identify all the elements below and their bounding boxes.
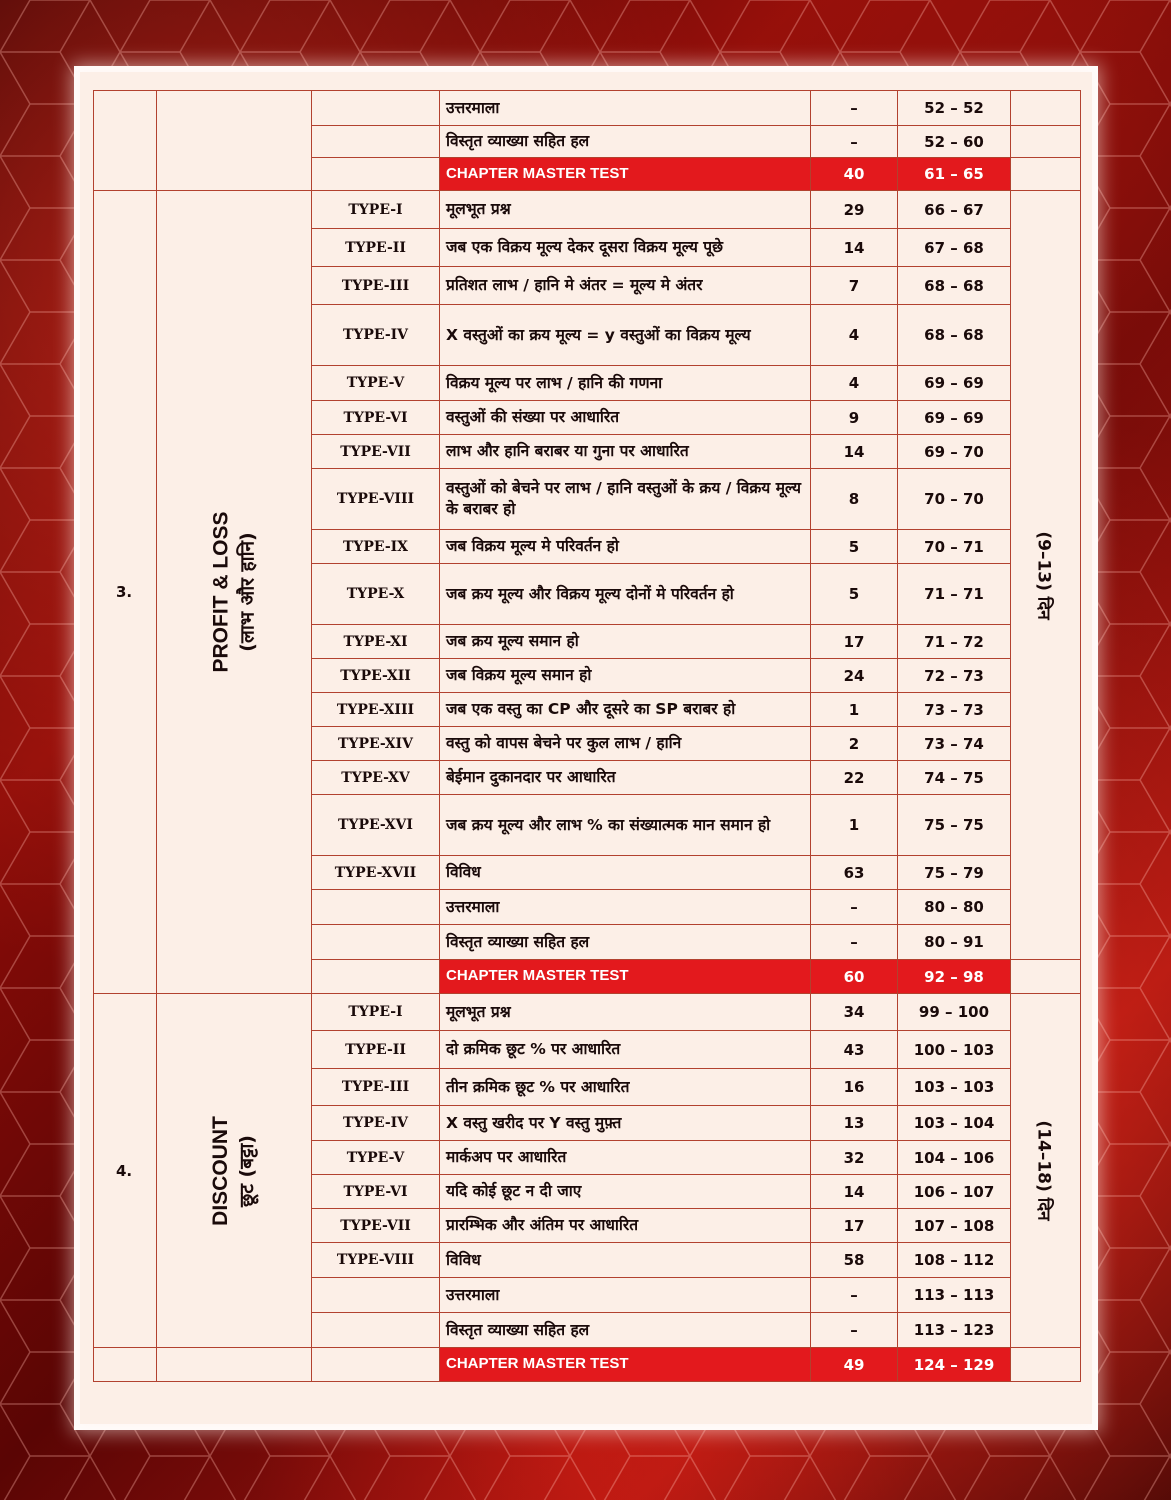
question-count-cell: 8 [811,469,898,530]
page-range-cell: 73 – 73 [898,693,1011,727]
serial-number: 3. [94,191,157,994]
page-range-cell: 100 – 103 [898,1031,1011,1069]
type-cell: TYPE-IX [312,530,440,564]
serial-cell [94,91,157,191]
description-cell: प्रारम्भिक और अंतिम पर आधारित [440,1209,811,1243]
serial-number: 4. [94,994,157,1348]
page-range-cell: 69 – 69 [898,366,1011,401]
type-cell: TYPE-III [312,1069,440,1106]
description-cell: वस्तुओं को बेचने पर लाभ / हानि वस्तुओं के क्रय / विक्रय मूल्य के बराबर हो [440,469,811,530]
description-cell: जब विक्रय मूल्य मे परिवर्तन हो [440,530,811,564]
question-count-cell: 40 [811,158,898,191]
description-cell: उत्तरमाला [440,890,811,925]
chapter-name-cell [157,1348,312,1382]
page-range-cell: 73 – 74 [898,727,1011,761]
question-count-cell: – [811,1278,898,1313]
description-cell: लाभ और हानि बराबर या गुना पर आधारित [440,435,811,469]
table-row [94,191,1081,229]
description-cell: जब विक्रय मूल्य समान हो [440,659,811,693]
serial-cell [94,1348,157,1382]
page-range-cell: 75 – 75 [898,795,1011,856]
type-cell: TYPE-VI [312,1175,440,1209]
type-cell: TYPE-VIII [312,1243,440,1278]
question-count-cell: 29 [811,191,898,229]
question-count-cell: 9 [811,401,898,435]
description-cell: यदि कोई छूट न दी जाए [440,1175,811,1209]
type-cell: TYPE-I [312,191,440,229]
question-count-cell: – [811,925,898,960]
page-range-cell: 61 – 65 [898,158,1011,191]
page-range-cell: 92 – 98 [898,960,1011,994]
description-cell: X वस्तु खरीद पर Y वस्तु मुफ़्त [440,1106,811,1141]
days-cell [1011,191,1081,960]
page-range-cell: 72 – 73 [898,659,1011,693]
description-cell: मार्कअप पर आधारित [440,1141,811,1175]
type-cell: TYPE-XVII [312,856,440,890]
days-wrap [1011,1120,1080,1221]
page-range-cell: 71 – 72 [898,625,1011,659]
question-count-cell: 49 [811,1348,898,1382]
days-cell [1011,158,1081,191]
description-cell: दो क्रमिक छूट % पर आधारित [440,1031,811,1069]
chapter-title-cell [157,191,312,994]
page-range-cell: 71 – 71 [898,564,1011,625]
page-range-cell: 70 – 70 [898,469,1011,530]
page-range-cell: 52 – 60 [898,126,1011,158]
question-count-cell: 32 [811,1141,898,1175]
description-cell: जब एक विक्रय मूल्य देकर दूसरा विक्रय मूल्य पूछे [440,229,811,267]
page-range-cell: 80 – 91 [898,925,1011,960]
question-count-cell: 17 [811,1209,898,1243]
description-cell: विस्तृत व्याख्या सहित हल [440,1313,811,1348]
question-count-cell: 63 [811,856,898,890]
page-range-cell: 80 – 80 [898,890,1011,925]
question-count-cell: 58 [811,1243,898,1278]
question-count-cell: 1 [811,795,898,856]
chapter-title-wrap [157,1115,311,1226]
description-cell: जब एक वस्तु का CP और दूसरे का SP बराबर हो [440,693,811,727]
type-cell [312,126,440,158]
type-cell: TYPE-XI [312,625,440,659]
page-range-cell: 66 – 67 [898,191,1011,229]
type-cell: TYPE-XII [312,659,440,693]
description-cell: विक्रय मूल्य पर लाभ / हानि की गणना [440,366,811,401]
description-cell: विस्तृत व्याख्या सहित हल [440,126,811,158]
description-cell: जब क्रय मूल्य और विक्रय मूल्य दोनों मे परिवर्तन हो [440,564,811,625]
question-count-cell: 34 [811,994,898,1031]
description-cell: विस्तृत व्याख्या सहित हल [440,925,811,960]
description-cell: CHAPTER MASTER TEST [440,960,811,994]
description-cell: बेईमान दुकानदार पर आधारित [440,761,811,795]
type-cell: TYPE-XVI [312,795,440,856]
question-count-cell: 43 [811,1031,898,1069]
description-cell: मूलभूत प्रश्न [440,994,811,1031]
page-range-cell: 99 – 100 [898,994,1011,1031]
chapter-title-en: PROFIT & LOSS [209,511,233,673]
type-cell: TYPE-VI [312,401,440,435]
master-test-row [94,1348,1081,1382]
days-cell [1011,960,1081,994]
question-count-cell: 16 [811,1069,898,1106]
question-count-cell: 2 [811,727,898,761]
chapter-title-wrap [157,511,311,673]
days-cell [1011,994,1081,1348]
description-cell: वस्तु को वापस बेचने पर कुल लाभ / हानि [440,727,811,761]
page-range-cell: 113 – 113 [898,1278,1011,1313]
chapter-title [209,511,259,672]
type-cell [312,1278,440,1313]
description-cell: CHAPTER MASTER TEST [440,158,811,191]
page-range-cell: 52 – 52 [898,91,1011,126]
description-cell: उत्तरमाला [440,1278,811,1313]
type-cell: TYPE-V [312,1141,440,1175]
question-count-cell: 5 [811,530,898,564]
description-cell: X वस्तुओं का क्रय मूल्य = y वस्तुओं का विक्रय मूल्य [440,305,811,366]
type-cell: TYPE-VIII [312,469,440,530]
page-range-cell: 108 – 112 [898,1243,1011,1278]
days-cell [1011,126,1081,158]
table-row [94,91,1081,126]
question-count-cell: 4 [811,366,898,401]
type-cell: TYPE-V [312,366,440,401]
description-cell: जब क्रय मूल्य और लाभ % का संख्यात्मक मान समान हो [440,795,811,856]
type-cell [312,960,440,994]
question-count-cell: – [811,126,898,158]
description-cell: CHAPTER MASTER TEST [440,1348,811,1382]
question-count-cell: 14 [811,435,898,469]
description-cell: मूलभूत प्रश्न [440,191,811,229]
type-cell [312,1313,440,1348]
question-count-cell: 5 [811,564,898,625]
type-cell: TYPE-VII [312,1209,440,1243]
chapter-title [209,1116,259,1226]
question-count-cell: 24 [811,659,898,693]
description-cell: उत्तरमाला [440,91,811,126]
table-row [94,994,1081,1031]
type-cell [312,925,440,960]
page-range-cell: 103 – 103 [898,1069,1011,1106]
page-range-cell: 113 – 123 [898,1313,1011,1348]
page-range-cell: 124 – 129 [898,1348,1011,1382]
chapter-title-cell [157,994,312,1348]
question-count-cell: – [811,1313,898,1348]
description-cell: जब क्रय मूल्य समान हो [440,625,811,659]
chapter-name-cell [157,91,312,191]
days-cell [1011,91,1081,126]
type-cell: TYPE-II [312,229,440,267]
days-wrap [1011,530,1080,620]
question-count-cell: 22 [811,761,898,795]
type-cell [312,1348,440,1382]
type-cell [312,890,440,925]
question-count-cell: – [811,91,898,126]
type-cell: TYPE-XV [312,761,440,795]
description-cell: तीन क्रमिक छूट % पर आधारित [440,1069,811,1106]
days-label: (9–13) दिन [1034,530,1054,620]
question-count-cell: 14 [811,229,898,267]
page-range-cell: 107 – 108 [898,1209,1011,1243]
page-range-cell: 70 – 71 [898,530,1011,564]
type-cell [312,158,440,191]
description-cell: विविध [440,856,811,890]
chapter-title-hi: (लाभ और हानि) [236,532,259,652]
question-count-cell: 4 [811,305,898,366]
type-cell: TYPE-VII [312,435,440,469]
question-count-cell: 7 [811,267,898,305]
type-cell: TYPE-I [312,994,440,1031]
description-cell: प्रतिशत लाभ / हानि मे अंतर = मूल्य मे अंतर [440,267,811,305]
type-cell: TYPE-XIII [312,693,440,727]
question-count-cell: – [811,890,898,925]
question-count-cell: 14 [811,1175,898,1209]
chapter-title-hi: छूट (बट्टा) [235,1134,258,1207]
type-cell: TYPE-XIV [312,727,440,761]
description-cell: वस्तुओं की संख्या पर आधारित [440,401,811,435]
days-cell [1011,1348,1081,1382]
type-cell: TYPE-III [312,267,440,305]
page-range-cell: 74 – 75 [898,761,1011,795]
page-range-cell: 104 – 106 [898,1141,1011,1175]
page-range-cell: 103 – 104 [898,1106,1011,1141]
page-range-cell: 75 – 79 [898,856,1011,890]
page-range-cell: 69 – 69 [898,401,1011,435]
question-count-cell: 60 [811,960,898,994]
question-count-cell: 13 [811,1106,898,1141]
page-range-cell: 69 – 70 [898,435,1011,469]
page-range-cell: 68 – 68 [898,267,1011,305]
description-cell: विविध [440,1243,811,1278]
days-label: (14–18) दिन [1034,1120,1055,1221]
type-cell: TYPE-IV [312,1106,440,1141]
question-count-cell: 1 [811,693,898,727]
page-range-cell: 67 – 68 [898,229,1011,267]
type-cell: TYPE-X [312,564,440,625]
page-range-cell: 106 – 107 [898,1175,1011,1209]
page-range-cell: 68 – 68 [898,305,1011,366]
type-cell: TYPE-II [312,1031,440,1069]
question-count-cell: 17 [811,625,898,659]
contents-table [93,90,1081,1382]
type-cell [312,91,440,126]
chapter-title-en: DISCOUNT [208,1115,232,1226]
type-cell: TYPE-IV [312,305,440,366]
